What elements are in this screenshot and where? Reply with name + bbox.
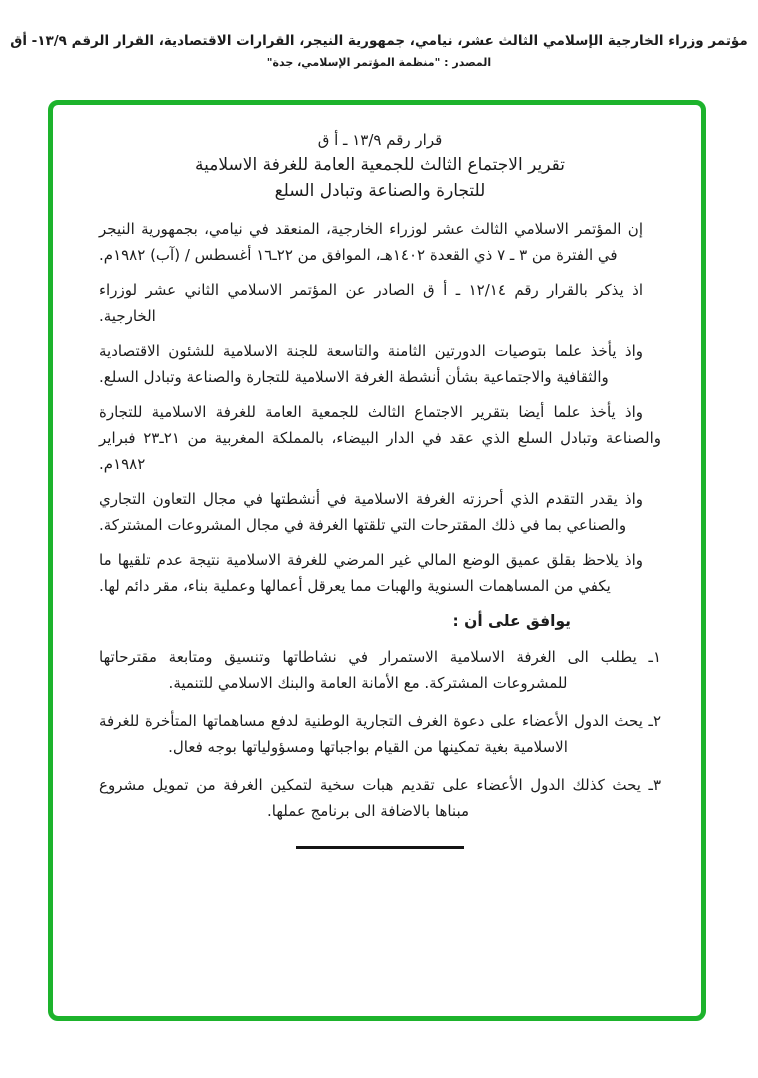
paragraph-taking-note-1: واذ يأخذ علما بتوصيات الدورتين الثامنة والتاسعة للجنة الاسلامية للشئون الاقتصادية والثقافية والاجتماعية بشأن أنشطة الغرفة الاسلامية للتجارة والصناعة وتبادل السلع.	[99, 342, 643, 386]
source-header-title: مؤتمر وزراء الخارجية الإسلامي الثالث عشر، نيامي، جمهورية النيجر، القرارات الاقتصادية، القرار الرقم ١٣/٩- أق	[10, 33, 748, 49]
list-item-3-number: ٣ـ	[648, 776, 661, 794]
list-item-2-number: ٢ـ	[648, 712, 661, 730]
source-header-attribution: المصدر : "منظمة المؤتمر الإسلامي، جدة"	[266, 56, 492, 69]
paragraph-taking-note-2: واذ يأخذ علما أيضا بتقرير الاجتماع الثالث للجمعية العامة للغرفة الاسلامية للتجارة والصناعة وتبادل السلع الذي عقد في الدار البيضاء، بالمملكة المغربية من ٢١ـ٢٣ فبراير ١٩٨٢م.	[99, 403, 661, 473]
source-header	[0, 33, 758, 69]
list-item-1-number: ١ـ	[648, 648, 661, 666]
horizontal-rule	[296, 846, 464, 849]
document-title-block	[99, 129, 661, 204]
list-item-2-text: يحث الدول الأعضاء على دعوة الغرف التجارية الوطنية لدفع مساهماتها المتأخرة للغرفة الاسلامية بغية تمكينها من القيام بواجباتها ومسؤولياتها بوجه فعال.	[99, 712, 643, 756]
list-item-3	[99, 772, 661, 824]
list-item-2	[99, 708, 661, 760]
paragraph-appreciating: واذ يقدر التقدم الذي أحرزته الغرفة الاسلامية في أنشطتها في مجال التعاون التجاري والصناعي بما في ذلك المقترحات التي تلقتها الغرفة في مجال المشروعات المشتركة.	[99, 490, 643, 534]
document-title-line: تقرير الاجتماع الثالث للجمعية العامة للغرفة الاسلامية	[195, 155, 565, 175]
paragraph-noting-concern: واذ يلاحظ بقلق عميق الوضع المالي غير المرضي للغرفة الاسلامية نتيجة عدم تلقيها ما يكفي من المساهمات السنوية والهبات مما يعرقل أعمالها وعملية بناء، مقر دائم لها.	[99, 551, 643, 595]
agreement-lead-line: يوافق على أن :	[452, 612, 571, 630]
list-item-3-text: يحث كذلك الدول الأعضاء على تقديم هبات سخية لتمكين الغرفة من تمويل مشروع مبناها بالاضافة الى برنامج عملها.	[99, 776, 641, 820]
paragraph-recalling: اذ يذكر بالقرار رقم ١٢/١٤ ـ أ ق الصادر عن المؤتمر الاسلامي الثاني عشر لوزراء الخارجية.	[99, 281, 644, 325]
list-item-1-text: يطلب الى الغرفة الاسلامية الاستمرار في نشاطاتها وتنسيق ومتابعة مقترحاتها للمشروعات المشتركة. مع الأمانة العامة والبنك الاسلامي للتنمية.	[99, 648, 637, 692]
list-item-1	[99, 644, 661, 696]
document-frame	[48, 100, 706, 1021]
paragraph-preamble: إن المؤتمر الاسلامي الثالث عشر لوزراء الخارجية، المنعقد في نيامي، بجمهورية النيجر في الفترة من ٣ ـ ٧ ذي القعدة ١٤٠٢هـ، الموافق من ٢٢ـ١٦ أغسطس / (آب) ١٩٨٢م.	[99, 220, 643, 264]
resolution-number-line: قرار رقم ١٣/٩ ـ أ ق	[317, 131, 443, 149]
document-body	[53, 105, 701, 849]
document-subtitle-line: للتجارة والصناعة وتبادل السلع	[274, 181, 486, 201]
